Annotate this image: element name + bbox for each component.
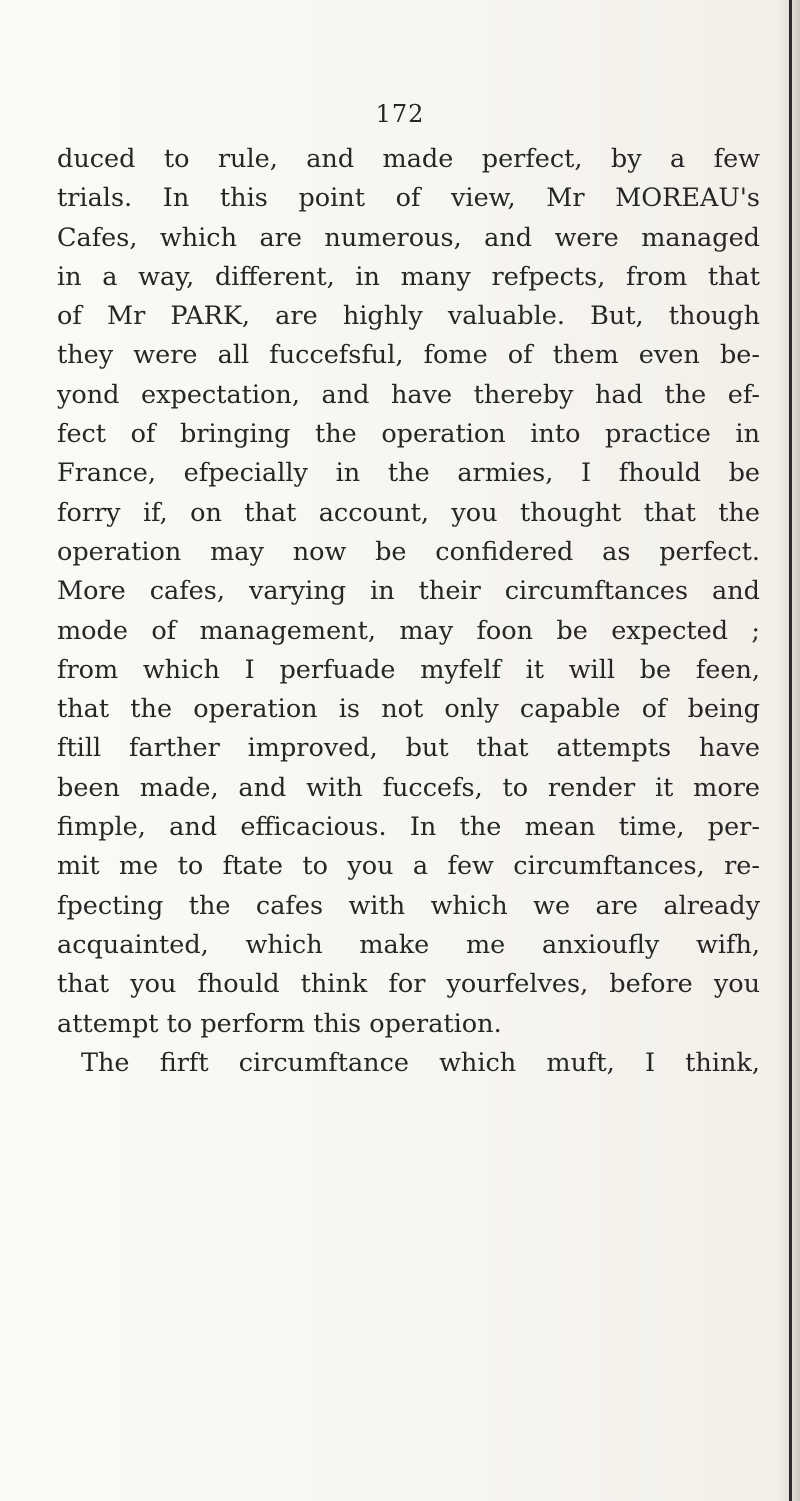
text-line: attempt to perform this operation. (57, 1008, 502, 1039)
text-line: The firft circumftance which muft, I think, (81, 1047, 760, 1078)
text-line: yond expectation, and have thereby had the ef- (57, 379, 760, 410)
text-line: fect of bringing the operation into practice in (57, 419, 760, 450)
text-line: Cafes, which are numerous, and were managed (57, 222, 760, 253)
text-line: mit me to ftate to you a few circumftances, re- (57, 851, 760, 882)
text-line: France, efpecially in the armies, I fhould be (57, 458, 760, 489)
text-line: mode of management, may foon be expected ; (57, 615, 760, 646)
page-edge-line (789, 0, 792, 1501)
body-text (57, 140, 760, 1083)
text-line: ftill farther improved, but that attempts have (57, 733, 760, 764)
text-line: forry if, on that account, you thought that the (57, 497, 760, 528)
text-line: duced to rule, and made perfect, by a few (57, 144, 760, 174)
text-line: trials. In this point of view, Mr MOREAU's (57, 183, 760, 214)
text-line: fpecting the cafes with which we are already (57, 890, 760, 921)
text-line: they were all fuccefsful, fome of them even be- (57, 340, 760, 371)
text-line: fimple, and efficacious. In the mean time, per- (57, 812, 760, 843)
text-line: More cafes, varying in their circumftances and (57, 576, 760, 607)
page-number: 172 (375, 100, 425, 128)
text-line: operation may now be confidered as perfect. (57, 536, 760, 567)
text-line: of Mr PARK, are highly valuable. But, though (57, 301, 760, 332)
text-line: that you fhould think for yourfelves, before you (57, 969, 760, 1000)
text-line: from which I perfuade myfelf it will be feen, (57, 654, 760, 685)
text-line: been made, and with fuccefs, to render it more (57, 772, 760, 803)
text-line: in a way, different, in many refpects, from that (57, 261, 760, 292)
text-line: that the operation is not only capable of being (57, 694, 760, 725)
text-line: acquainted, which make me anxioufly wifh, (57, 929, 760, 960)
